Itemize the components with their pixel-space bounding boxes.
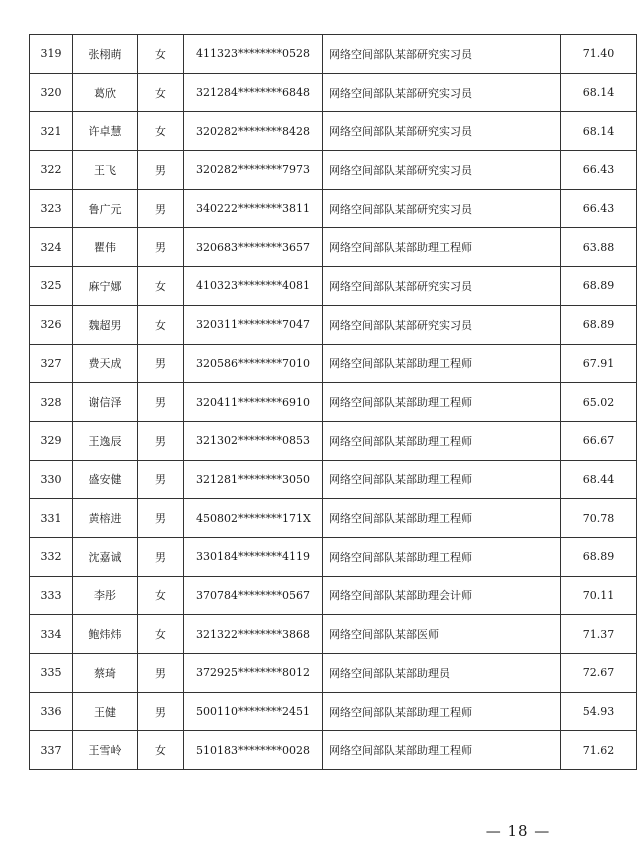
table-row [30, 151, 637, 190]
table-row [30, 421, 637, 460]
id-number-cell: 410323********4081 [184, 267, 323, 306]
gender-cell: 男 [138, 692, 184, 731]
name-cell: 鲍炜炜 [73, 615, 138, 654]
score-cell: 71.40 [561, 35, 637, 74]
score-cell: 66.43 [561, 189, 637, 228]
id-number-cell: 370784********0567 [184, 576, 323, 615]
name-cell: 魏超男 [73, 305, 138, 344]
row-number-cell: 319 [30, 35, 73, 74]
gender-cell: 女 [138, 615, 184, 654]
name-cell: 王逸辰 [73, 421, 138, 460]
id-number-cell: 320411********6910 [184, 383, 323, 422]
table-row [30, 228, 637, 267]
row-number-cell: 324 [30, 228, 73, 267]
table-row [30, 189, 637, 228]
table-row [30, 615, 637, 654]
gender-cell: 男 [138, 499, 184, 538]
table-row [30, 692, 637, 731]
table-row [30, 35, 637, 74]
gender-cell: 女 [138, 305, 184, 344]
id-number-cell: 500110********2451 [184, 692, 323, 731]
id-number-cell: 320311********7047 [184, 305, 323, 344]
row-number-cell: 323 [30, 189, 73, 228]
row-number-cell: 329 [30, 421, 73, 460]
score-cell: 66.67 [561, 421, 637, 460]
table-row [30, 305, 637, 344]
gender-cell: 男 [138, 151, 184, 190]
gender-cell: 男 [138, 654, 184, 693]
table-row [30, 499, 637, 538]
position-cell: 网络空间部队某部研究实习员 [323, 112, 561, 151]
position-cell: 网络空间部队某部助理员 [323, 654, 561, 693]
table-row [30, 267, 637, 306]
position-cell: 网络空间部队某部助理工程师 [323, 460, 561, 499]
score-cell: 70.11 [561, 576, 637, 615]
name-cell: 瞿伟 [73, 228, 138, 267]
score-cell: 68.89 [561, 305, 637, 344]
score-cell: 68.89 [561, 267, 637, 306]
name-cell: 许卓慧 [73, 112, 138, 151]
score-cell: 68.89 [561, 537, 637, 576]
name-cell: 蔡琦 [73, 654, 138, 693]
name-cell: 鲁广元 [73, 189, 138, 228]
id-number-cell: 411323********0528 [184, 35, 323, 74]
table-row [30, 112, 637, 151]
row-number-cell: 326 [30, 305, 73, 344]
row-number-cell: 331 [30, 499, 73, 538]
gender-cell: 男 [138, 383, 184, 422]
gender-cell: 女 [138, 267, 184, 306]
id-number-cell: 321284********6848 [184, 73, 323, 112]
position-cell: 网络空间部队某部助理工程师 [323, 731, 561, 770]
position-cell: 网络空间部队某部研究实习员 [323, 305, 561, 344]
position-cell: 网络空间部队某部研究实习员 [323, 267, 561, 306]
position-cell: 网络空间部队某部研究实习员 [323, 189, 561, 228]
position-cell: 网络空间部队某部助理工程师 [323, 421, 561, 460]
table-row [30, 576, 637, 615]
id-number-cell: 321322********3868 [184, 615, 323, 654]
gender-cell: 女 [138, 576, 184, 615]
score-cell: 70.78 [561, 499, 637, 538]
position-cell: 网络空间部队某部助理工程师 [323, 537, 561, 576]
position-cell: 网络空间部队某部研究实习员 [323, 151, 561, 190]
id-number-cell: 510183********0028 [184, 731, 323, 770]
score-cell: 63.88 [561, 228, 637, 267]
score-cell: 66.43 [561, 151, 637, 190]
page-number: — 18 — [485, 822, 551, 840]
name-cell: 李彤 [73, 576, 138, 615]
id-number-cell: 372925********8012 [184, 654, 323, 693]
position-cell: 网络空间部队某部助理工程师 [323, 228, 561, 267]
row-number-cell: 327 [30, 344, 73, 383]
gender-cell: 男 [138, 421, 184, 460]
table-row [30, 537, 637, 576]
row-number-cell: 321 [30, 112, 73, 151]
score-cell: 65.02 [561, 383, 637, 422]
row-number-cell: 325 [30, 267, 73, 306]
score-cell: 68.14 [561, 112, 637, 151]
id-number-cell: 320282********7973 [184, 151, 323, 190]
table-row [30, 460, 637, 499]
gender-cell: 男 [138, 189, 184, 228]
name-cell: 谢信泽 [73, 383, 138, 422]
table-row [30, 344, 637, 383]
name-cell: 费天成 [73, 344, 138, 383]
score-cell: 68.44 [561, 460, 637, 499]
id-number-cell: 321281********3050 [184, 460, 323, 499]
gender-cell: 女 [138, 35, 184, 74]
score-cell: 71.37 [561, 615, 637, 654]
gender-cell: 女 [138, 73, 184, 112]
name-cell: 黄榕进 [73, 499, 138, 538]
id-number-cell: 320683********3657 [184, 228, 323, 267]
name-cell: 盛安健 [73, 460, 138, 499]
name-cell: 王健 [73, 692, 138, 731]
gender-cell: 男 [138, 344, 184, 383]
position-cell: 网络空间部队某部助理工程师 [323, 499, 561, 538]
gender-cell: 女 [138, 112, 184, 151]
table-row [30, 731, 637, 770]
id-number-cell: 330184********4119 [184, 537, 323, 576]
score-cell: 71.62 [561, 731, 637, 770]
row-number-cell: 334 [30, 615, 73, 654]
position-cell: 网络空间部队某部医师 [323, 615, 561, 654]
gender-cell: 男 [138, 228, 184, 267]
id-number-cell: 320586********7010 [184, 344, 323, 383]
table-row [30, 654, 637, 693]
gender-cell: 男 [138, 460, 184, 499]
name-cell: 王飞 [73, 151, 138, 190]
position-cell: 网络空间部队某部研究实习员 [323, 73, 561, 112]
position-cell: 网络空间部队某部助理会计师 [323, 576, 561, 615]
row-number-cell: 320 [30, 73, 73, 112]
row-number-cell: 332 [30, 537, 73, 576]
row-number-cell: 337 [30, 731, 73, 770]
score-cell: 54.93 [561, 692, 637, 731]
id-number-cell: 320282********8428 [184, 112, 323, 151]
name-cell: 王雪岭 [73, 731, 138, 770]
id-number-cell: 340222********3811 [184, 189, 323, 228]
id-number-cell: 321302********0853 [184, 421, 323, 460]
score-cell: 72.67 [561, 654, 637, 693]
gender-cell: 女 [138, 731, 184, 770]
row-number-cell: 328 [30, 383, 73, 422]
name-cell: 张栩萌 [73, 35, 138, 74]
name-cell: 葛欣 [73, 73, 138, 112]
position-cell: 网络空间部队某部助理工程师 [323, 383, 561, 422]
row-number-cell: 336 [30, 692, 73, 731]
score-cell: 67.91 [561, 344, 637, 383]
position-cell: 网络空间部队某部助理工程师 [323, 344, 561, 383]
row-number-cell: 335 [30, 654, 73, 693]
score-cell: 68.14 [561, 73, 637, 112]
position-cell: 网络空间部队某部研究实习员 [323, 35, 561, 74]
table-row [30, 73, 637, 112]
name-cell: 麻宁娜 [73, 267, 138, 306]
candidate-table [29, 34, 637, 770]
table-row [30, 383, 637, 422]
row-number-cell: 330 [30, 460, 73, 499]
position-cell: 网络空间部队某部助理工程师 [323, 692, 561, 731]
row-number-cell: 333 [30, 576, 73, 615]
gender-cell: 男 [138, 537, 184, 576]
id-number-cell: 450802********171X [184, 499, 323, 538]
name-cell: 沈嘉诚 [73, 537, 138, 576]
row-number-cell: 322 [30, 151, 73, 190]
table-body [30, 35, 637, 770]
